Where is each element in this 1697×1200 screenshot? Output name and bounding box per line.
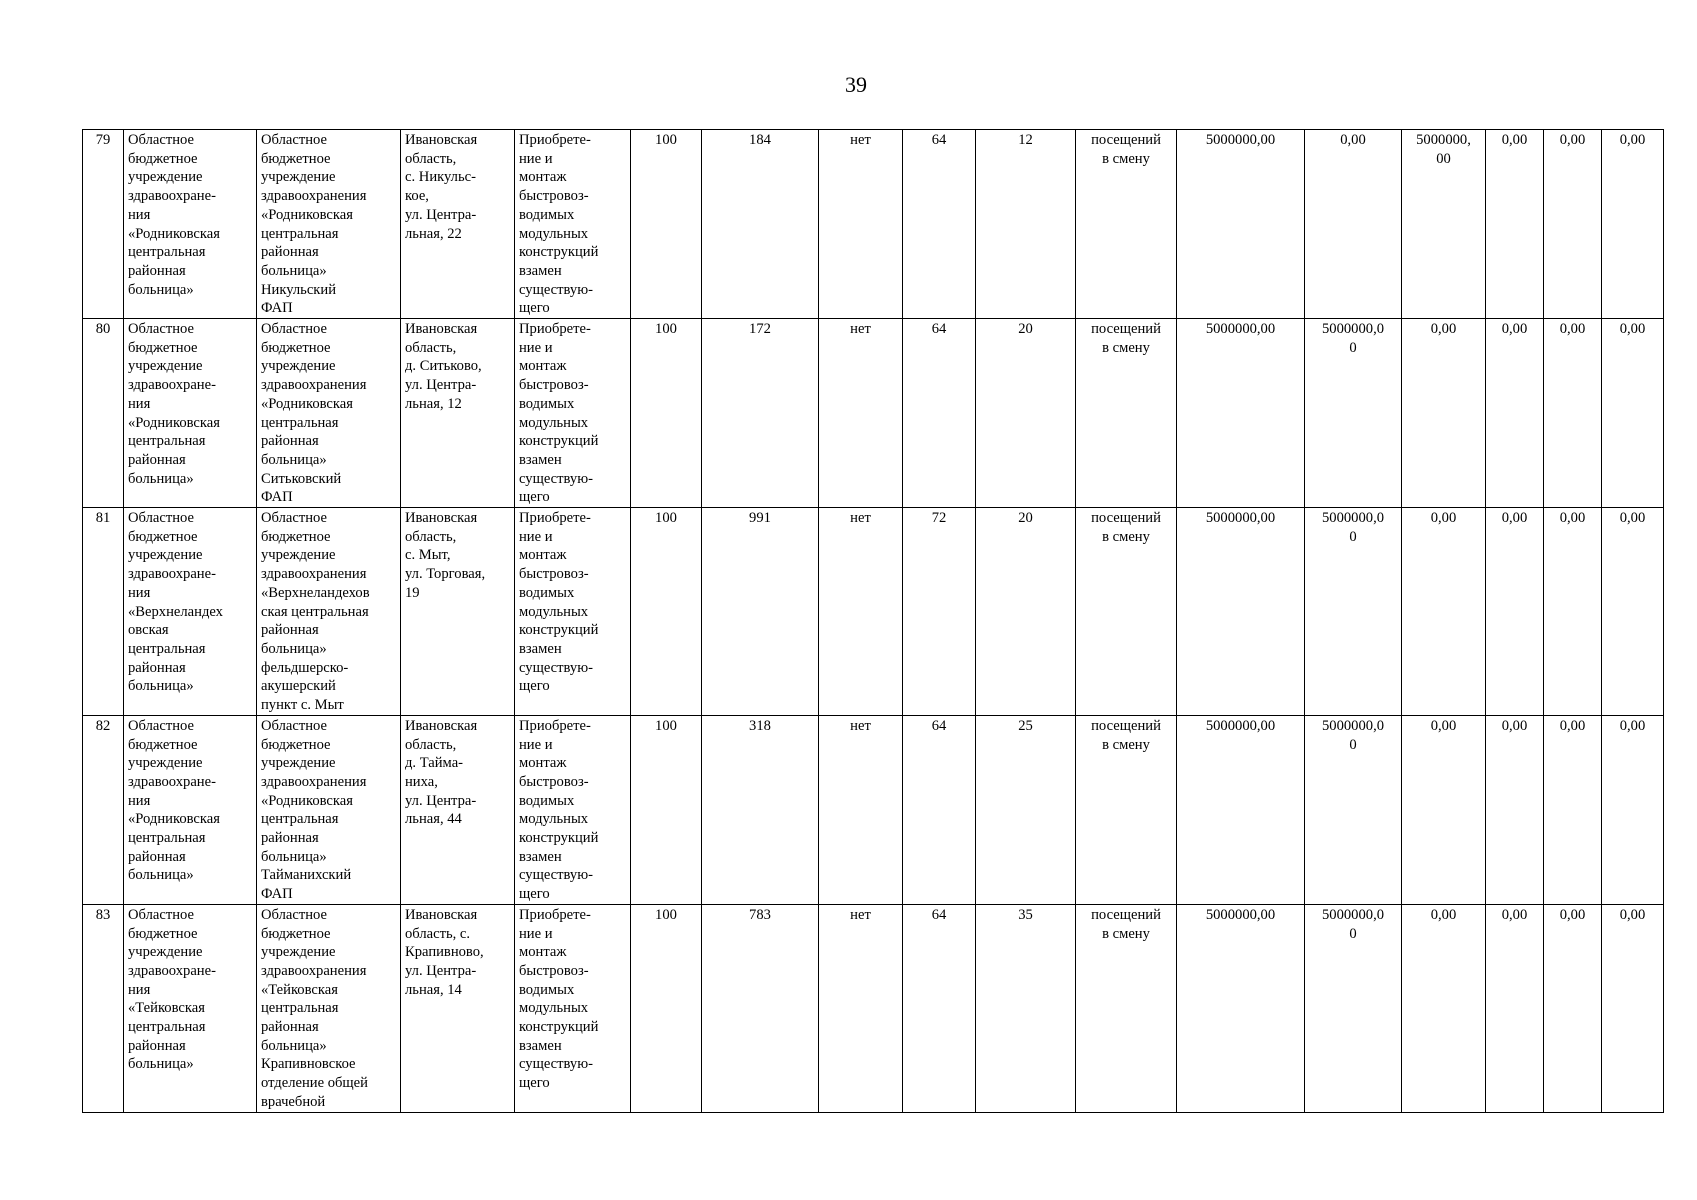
facility-name-line: учреждение: [261, 944, 336, 961]
facility-name-line: Тайманихский: [261, 867, 352, 884]
amount-col-1-line: 5000000,0: [1321, 906, 1385, 923]
work-description-line: водимых: [519, 206, 575, 223]
value-col-7: 318: [702, 715, 819, 904]
facility-name-line: центральная: [261, 414, 339, 431]
facility-name: [257, 130, 401, 319]
organization-name-line: учреждение: [128, 358, 203, 375]
amount-col-5: 0,00: [1602, 715, 1664, 904]
organization-name-line: учреждение: [128, 169, 203, 186]
facility-name-line: ФАП: [261, 886, 293, 903]
organization-name: [124, 715, 257, 904]
amount-col-2-line: 0,00: [1430, 717, 1457, 734]
work-description-line: Приобрете-: [519, 906, 591, 923]
work-description-line: конструкций: [519, 433, 599, 450]
facility-name-line: Областное: [261, 132, 327, 148]
organization-name-line: Областное: [128, 906, 194, 923]
work-description-line: быстровоз-: [519, 377, 589, 394]
organization-name-line: «Верхнеландех: [128, 603, 223, 620]
facility-address-line: 19: [405, 584, 420, 601]
organization-name-line: больница»: [128, 1056, 194, 1073]
work-description-line: взамен: [519, 640, 562, 657]
facility-name-line: Областное: [261, 321, 327, 338]
work-description-line: щего: [519, 1075, 550, 1092]
amount-col-1-line: 0: [1349, 925, 1357, 942]
organization-name-line: Областное: [128, 717, 194, 734]
value-col-7: 184: [702, 130, 819, 319]
value-col-9: 64: [903, 715, 976, 904]
work-description-line: щего: [519, 300, 550, 317]
work-description-line: модульных: [519, 811, 589, 828]
amount-col-2: [1402, 508, 1486, 716]
facility-name-line: центральная: [261, 811, 339, 828]
work-description: [515, 508, 631, 716]
row-number: 82: [83, 715, 124, 904]
facility-name-line: «Родниковская: [261, 206, 353, 223]
capacity-unit-line: в смену: [1102, 736, 1150, 753]
facility-address-line: д. Тайма-: [405, 755, 464, 772]
organization-name: [124, 904, 257, 1112]
organization-name-line: учреждение: [128, 944, 203, 961]
facility-address: [401, 319, 515, 508]
work-description-line: существую-: [519, 470, 593, 487]
work-description-line: водимых: [519, 981, 575, 998]
value-col-8: нет: [819, 715, 903, 904]
organization-name-line: центральная: [128, 640, 206, 657]
amount-col-1: [1305, 319, 1402, 508]
amount-col-5: 0,00: [1602, 319, 1664, 508]
facility-name-line: учреждение: [261, 547, 336, 564]
facility-name-line: больница»: [261, 848, 327, 865]
row-number: 80: [83, 319, 124, 508]
facility-name: [257, 715, 401, 904]
facility-name-line: районная: [261, 244, 319, 261]
organization-name-line: ния: [128, 584, 151, 601]
facility-name-line: центральная: [261, 1000, 339, 1017]
facility-name-line: больница»: [261, 262, 327, 279]
facility-address-line: область,: [405, 339, 457, 356]
facility-name-line: больница»: [261, 451, 327, 468]
organization-name-line: овская: [128, 622, 169, 639]
facility-name-line: учреждение: [261, 755, 336, 772]
work-description-line: модульных: [519, 414, 589, 431]
facility-address-line: Ивановская: [405, 510, 478, 527]
work-description-line: ние и: [519, 925, 553, 942]
facility-name-line: районная: [261, 433, 319, 450]
facility-name-line: «Родниковская: [261, 395, 353, 412]
work-description-line: взамен: [519, 451, 562, 468]
amount-col-1: [1305, 508, 1402, 716]
work-description-line: ние и: [519, 339, 553, 356]
organization-name-line: Областное: [128, 321, 194, 338]
value-col-10: 20: [976, 319, 1076, 508]
amount-col-1: [1305, 130, 1402, 319]
facility-address: [401, 508, 515, 716]
work-description-line: быстровоз-: [519, 773, 589, 790]
work-description-line: монтаж: [519, 755, 567, 772]
work-description-line: водимых: [519, 584, 575, 601]
work-description-line: щего: [519, 678, 550, 695]
facility-name-line: больница»: [261, 1037, 327, 1054]
facility-name-line: Ситьковский: [261, 470, 342, 487]
facility-address-line: ул. Центра-: [405, 792, 477, 809]
organization-name-line: больница»: [128, 678, 194, 695]
value-col-9: 64: [903, 130, 976, 319]
organization-name-line: здравоохране-: [128, 962, 216, 979]
facility-name-line: здравоохранения: [261, 188, 367, 205]
amount-col-1-line: 0,00: [1340, 132, 1366, 148]
amount-col-1-line: 0: [1349, 528, 1357, 545]
organization-name: [124, 130, 257, 319]
page-number: 39: [845, 72, 867, 97]
facility-name-line: акушерский: [261, 678, 336, 695]
amount-col-2-line: 0,00: [1430, 321, 1457, 338]
organization-name-line: ния: [128, 395, 151, 412]
facility-name-line: бюджетное: [261, 339, 331, 356]
capacity-unit: [1076, 904, 1177, 1112]
capacity-unit-line: посещений: [1091, 717, 1161, 734]
value-col-10: 35: [976, 904, 1076, 1112]
value-col-6: 100: [631, 904, 702, 1112]
work-description: [515, 130, 631, 319]
row-number: 79: [83, 130, 124, 319]
organization-name-line: центральная: [128, 1019, 206, 1036]
organization-name-line: районная: [128, 848, 186, 865]
facility-address-line: д. Ситьково,: [405, 358, 482, 375]
facility-name-line: центральная: [261, 225, 339, 242]
work-description-line: ние и: [519, 528, 553, 545]
facility-name-line: врачебной: [261, 1093, 326, 1110]
work-description-line: монтаж: [519, 547, 567, 564]
organization-name-line: центральная: [128, 433, 206, 450]
capacity-unit-line: в смену: [1102, 339, 1150, 356]
organization-name-line: Областное: [128, 510, 194, 527]
work-description-line: ние и: [519, 736, 553, 753]
capacity-unit-line: в смену: [1102, 150, 1150, 167]
facility-name-line: бюджетное: [261, 925, 331, 942]
facility-name-line: ФАП: [261, 300, 293, 317]
organization-name-line: центральная: [128, 830, 206, 847]
work-description-line: существую-: [519, 867, 593, 884]
amount-col-3: 0,00: [1486, 319, 1544, 508]
work-description-line: взамен: [519, 262, 562, 279]
amount-col-5: 0,00: [1602, 508, 1664, 716]
table-body: [83, 130, 1664, 1113]
organization-name-line: здравоохране-: [128, 188, 216, 205]
organization-name-line: ния: [128, 206, 151, 223]
amount-col-5: 0,00: [1602, 130, 1664, 319]
facility-name-line: «Тейковская: [261, 981, 338, 998]
amount-col-2-line: 0,00: [1430, 906, 1457, 923]
amount-col-4: 0,00: [1544, 508, 1602, 716]
facility-address-line: Ивановская: [405, 321, 478, 338]
total-amount: 5000000,00: [1177, 508, 1305, 716]
facility-name-line: Областное: [261, 510, 327, 527]
work-description-line: модульных: [519, 1000, 589, 1017]
facility-name-line: Никульский: [261, 281, 337, 298]
work-description-line: модульных: [519, 225, 589, 242]
facility-address-line: ниха,: [405, 773, 438, 790]
value-col-9: 72: [903, 508, 976, 716]
facility-address-line: ул. Центра-: [405, 962, 477, 979]
value-col-10: 20: [976, 508, 1076, 716]
table-row: [83, 904, 1664, 1112]
capacity-unit-line: посещений: [1091, 510, 1161, 527]
facility-name-line: Областное: [261, 906, 327, 923]
value-col-6: 100: [631, 130, 702, 319]
facility-name-line: «Родниковская: [261, 792, 353, 809]
work-description-line: Приобрете-: [519, 510, 591, 527]
amount-col-3: 0,00: [1486, 904, 1544, 1112]
organization-name-line: «Родниковская: [128, 811, 220, 828]
value-col-9: 64: [903, 904, 976, 1112]
value-col-8: нет: [819, 904, 903, 1112]
work-description-line: водимых: [519, 395, 575, 412]
amount-col-3: 0,00: [1486, 130, 1544, 319]
facility-name: [257, 508, 401, 716]
organization-name-line: бюджетное: [128, 925, 198, 942]
organization-name-line: ния: [128, 792, 151, 809]
work-description-line: Приобрете-: [519, 132, 591, 148]
work-description-line: Приобрете-: [519, 717, 591, 734]
facility-address-line: область,: [405, 736, 457, 753]
amount-col-4: 0,00: [1544, 904, 1602, 1112]
work-description-line: быстровоз-: [519, 188, 589, 205]
work-description-line: быстровоз-: [519, 566, 589, 583]
value-col-8: нет: [819, 130, 903, 319]
facility-name-line: ская центральная: [261, 603, 369, 620]
facility-name-line: бюджетное: [261, 528, 331, 545]
total-amount: 5000000,00: [1177, 319, 1305, 508]
organization-name-line: центральная: [128, 244, 206, 261]
amount-col-3: 0,00: [1486, 715, 1544, 904]
facility-name-line: пункт с. Мыт: [261, 697, 344, 714]
facility-name: [257, 319, 401, 508]
work-description-line: конструкций: [519, 244, 599, 261]
organization-name-line: «Родниковская: [128, 414, 220, 431]
capacity-unit: [1076, 130, 1177, 319]
value-col-10: 25: [976, 715, 1076, 904]
total-amount: 5000000,00: [1177, 130, 1305, 319]
organization-name-line: здравоохране-: [128, 773, 216, 790]
work-description: [515, 319, 631, 508]
facility-address-line: льная, 12: [405, 395, 462, 412]
work-description-line: конструкций: [519, 622, 599, 639]
work-description-line: существую-: [519, 281, 593, 298]
organization-name-line: бюджетное: [128, 339, 198, 356]
table-row: [83, 508, 1664, 716]
facility-address-line: Ивановская: [405, 717, 478, 734]
capacity-unit: [1076, 508, 1177, 716]
capacity-unit-line: посещений: [1091, 132, 1161, 148]
facility-name-line: Областное: [261, 717, 327, 734]
facilities-table: [82, 129, 1664, 1113]
facility-address-line: ул. Торговая,: [405, 566, 486, 583]
value-col-10: 12: [976, 130, 1076, 319]
work-description-line: монтаж: [519, 358, 567, 375]
row-number: 83: [83, 904, 124, 1112]
amount-col-4: 0,00: [1544, 130, 1602, 319]
facility-address: [401, 130, 515, 319]
amount-col-1-line: 5000000,0: [1321, 510, 1385, 527]
table-row: [83, 130, 1664, 319]
facility-address: [401, 715, 515, 904]
capacity-unit-line: в смену: [1102, 528, 1150, 545]
total-amount: 5000000,00: [1177, 715, 1305, 904]
organization-name-line: районная: [128, 262, 186, 279]
work-description-line: взамен: [519, 848, 562, 865]
work-description-line: Приобрете-: [519, 321, 591, 338]
value-col-7: 172: [702, 319, 819, 508]
organization-name-line: бюджетное: [128, 736, 198, 753]
facility-name-line: Крапивновское: [261, 1056, 356, 1073]
table-row: [83, 319, 1664, 508]
facility-name-line: «Верхнеландехов: [261, 584, 370, 601]
organization-name-line: больница»: [128, 281, 194, 298]
capacity-unit: [1076, 319, 1177, 508]
capacity-unit: [1076, 715, 1177, 904]
facility-address-line: область,: [405, 150, 457, 167]
amount-col-1-line: 5000000,0: [1321, 321, 1385, 338]
amount-col-4: 0,00: [1544, 715, 1602, 904]
organization-name-line: здравоохране-: [128, 566, 216, 583]
facility-name-line: бюджетное: [261, 150, 331, 167]
work-description-line: конструкций: [519, 1019, 599, 1036]
amount-col-5: 0,00: [1602, 904, 1664, 1112]
facility-name: [257, 904, 401, 1112]
amount-col-2: [1402, 904, 1486, 1112]
amount-col-1-line: 0: [1349, 339, 1357, 356]
facility-name-line: фельдшерско-: [261, 659, 349, 676]
facility-name-line: здравоохранения: [261, 377, 367, 394]
organization-name-line: Областное: [128, 132, 194, 148]
work-description-line: ние и: [519, 150, 553, 167]
organization-name-line: учреждение: [128, 755, 203, 772]
facility-address-line: Ивановская: [405, 906, 478, 923]
total-amount: 5000000,00: [1177, 904, 1305, 1112]
organization-name-line: больница»: [128, 470, 194, 487]
amount-col-1-line: 5000000,0: [1321, 717, 1385, 734]
value-col-8: нет: [819, 319, 903, 508]
work-description-line: монтаж: [519, 169, 567, 186]
work-description-line: модульных: [519, 603, 589, 620]
amount-col-1: [1305, 715, 1402, 904]
value-col-6: 100: [631, 319, 702, 508]
facility-name-line: здравоохранения: [261, 962, 367, 979]
work-description-line: водимых: [519, 792, 575, 809]
organization-name-line: ния: [128, 981, 151, 998]
facility-name-line: здравоохранения: [261, 566, 367, 583]
organization-name-line: «Тейковская: [128, 1000, 205, 1017]
facility-address-line: ул. Центра-: [405, 377, 477, 394]
organization-name-line: районная: [128, 1037, 186, 1054]
amount-col-1-line: 0: [1349, 736, 1357, 753]
facility-address-line: льная, 22: [405, 225, 462, 242]
capacity-unit-line: посещений: [1091, 321, 1161, 338]
work-description-line: конструкций: [519, 830, 599, 847]
facility-address-line: Ивановская: [405, 132, 478, 148]
work-description-line: щего: [519, 489, 550, 506]
facility-address-line: льная, 14: [405, 981, 462, 998]
work-description-line: монтаж: [519, 944, 567, 961]
value-col-7: 783: [702, 904, 819, 1112]
row-number: 81: [83, 508, 124, 716]
organization-name-line: больница»: [128, 867, 194, 884]
facility-name-line: районная: [261, 1019, 319, 1036]
value-col-7: 991: [702, 508, 819, 716]
table-row: [83, 715, 1664, 904]
amount-col-3: 0,00: [1486, 508, 1544, 716]
organization-name-line: бюджетное: [128, 528, 198, 545]
work-description-line: быстровоз-: [519, 962, 589, 979]
facility-address-line: область,: [405, 528, 457, 545]
organization-name: [124, 319, 257, 508]
facility-name-line: бюджетное: [261, 736, 331, 753]
facility-address-line: с. Мыт,: [405, 547, 451, 564]
work-description-line: взамен: [519, 1037, 562, 1054]
amount-col-2: [1402, 319, 1486, 508]
capacity-unit-line: посещений: [1091, 906, 1161, 923]
amount-col-2-line: 0,00: [1430, 510, 1457, 527]
organization-name-line: районная: [128, 659, 186, 676]
value-col-6: 100: [631, 715, 702, 904]
work-description-line: щего: [519, 886, 550, 903]
value-col-8: нет: [819, 508, 903, 716]
amount-col-2: [1402, 715, 1486, 904]
facility-address-line: кое,: [405, 188, 429, 205]
organization-name-line: «Родниковская: [128, 225, 220, 242]
amount-col-2-line: 5000000,: [1416, 132, 1471, 148]
facility-name-line: здравоохранения: [261, 773, 367, 790]
facility-name-line: районная: [261, 830, 319, 847]
work-description-line: существую-: [519, 659, 593, 676]
amount-col-1: [1305, 904, 1402, 1112]
facility-address-line: льная, 44: [405, 811, 462, 828]
organization-name: [124, 508, 257, 716]
facility-address-line: с. Никульс-: [405, 169, 476, 186]
capacity-unit-line: в смену: [1102, 925, 1150, 942]
facility-address-line: ул. Центра-: [405, 206, 477, 223]
work-description-line: существую-: [519, 1056, 593, 1073]
facility-address-line: Крапивново,: [405, 944, 484, 961]
organization-name-line: бюджетное: [128, 150, 198, 167]
organization-name-line: районная: [128, 451, 186, 468]
facility-address: [401, 904, 515, 1112]
amount-col-2-line: 00: [1436, 150, 1451, 167]
value-col-9: 64: [903, 319, 976, 508]
facility-name-line: отделение общей: [261, 1075, 368, 1092]
work-description: [515, 715, 631, 904]
value-col-6: 100: [631, 508, 702, 716]
facility-name-line: учреждение: [261, 358, 336, 375]
amount-col-4: 0,00: [1544, 319, 1602, 508]
organization-name-line: учреждение: [128, 547, 203, 564]
amount-col-2: [1402, 130, 1486, 319]
facility-address-line: область, с.: [405, 925, 471, 942]
organization-name-line: здравоохране-: [128, 377, 216, 394]
facility-name-line: учреждение: [261, 169, 336, 186]
facility-name-line: больница»: [261, 640, 327, 657]
facility-name-line: районная: [261, 622, 319, 639]
facility-name-line: ФАП: [261, 489, 293, 506]
work-description: [515, 904, 631, 1112]
